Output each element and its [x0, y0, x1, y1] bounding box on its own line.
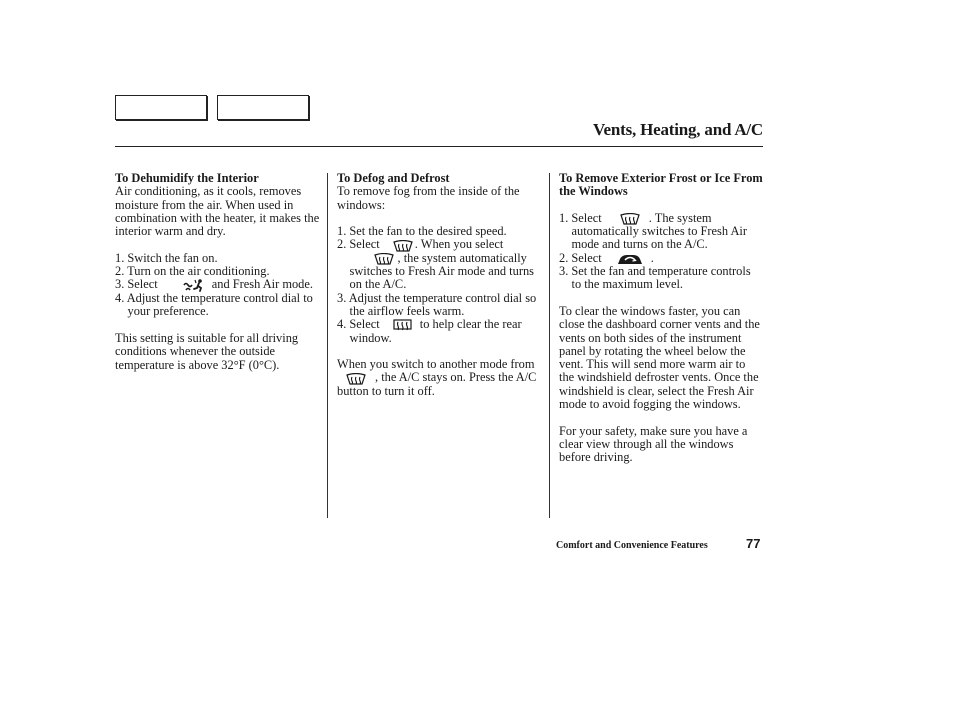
list-item: 3. Set the fan and temperature controls to the maximum level.	[559, 264, 751, 292]
list-item: 3. Adjust the temperature control dial so the airflow feels warm.	[337, 290, 537, 318]
step-text: , the system automatically switches to Fresh Air mode and turns on the A/C.	[349, 250, 534, 292]
nav-tab-box[interactable]	[217, 95, 309, 120]
step-text: 3. Select	[115, 277, 158, 292]
list-item	[337, 318, 543, 345]
nav-tab-box[interactable]	[115, 95, 207, 120]
section-intro: Air conditioning, as it cools, removes moisture from the air. When used in combination with the heater, it makes the interior warm and dry.	[115, 184, 320, 239]
step-text: 2. Select	[559, 250, 602, 265]
list-item	[559, 212, 763, 252]
steps-list	[115, 252, 320, 319]
footer-section-name: Comfort and Convenience Features	[556, 540, 708, 551]
list-item	[337, 238, 543, 291]
list-item: 1. Switch the fan on.	[115, 250, 218, 265]
list-item: 1. Set the fan to the desired speed.	[337, 224, 507, 239]
column-divider	[549, 173, 550, 518]
defog-defrost-section	[337, 172, 543, 398]
section-intro: To remove fog from the inside of the windows:	[337, 184, 520, 212]
section-heading: To Dehumidify the Interior	[115, 171, 259, 185]
dehumidify-section	[115, 172, 320, 372]
page-number: 77	[746, 536, 761, 551]
page-title: Vents, Heating, and A/C	[593, 120, 763, 139]
section-paragraph: To clear the windows faster, you can close the dashboard corner vents and the vents on both sides of the instrument panel by rotating the wheel below the vent. This will send more warm air to the windshield defroster vents. Once the windshield is clear, select the Fresh Air mode to avoid fogging the windows.	[559, 303, 760, 412]
note-text: When you switch to another mode from	[337, 357, 535, 372]
list-item	[115, 278, 320, 292]
step-text: .	[650, 250, 654, 265]
list-item	[559, 252, 763, 265]
section-heading: To Remove Exterior Frost or Ice From the Windows	[559, 171, 763, 199]
exterior-frost-section	[559, 172, 763, 465]
section-paragraph: For your safety, make sure you have a clear view through all the windows before driving.	[559, 423, 748, 465]
step-text: to help clear the rear window.	[349, 317, 522, 345]
title-divider	[115, 146, 763, 147]
section-note: This setting is suitable for all driving conditions whenever the outside temperature is above 32°F (0°C).	[115, 330, 299, 372]
list-item: 2. Turn on the air conditioning.	[115, 264, 270, 279]
list-item: 4. Adjust the temperature control dial to your preference.	[115, 291, 313, 319]
step-text: 4. Select	[337, 317, 380, 332]
section-note	[337, 358, 543, 398]
rear-window-defrost-icon	[393, 319, 412, 331]
step-text: 1. Select	[559, 210, 602, 225]
step-text: . When you select	[414, 237, 504, 252]
step-text: and Fresh Air mode.	[211, 277, 313, 292]
section-heading: To Defog and Defrost	[337, 171, 450, 185]
step-text: . The system automatically switches to Fresh Air mode and turns on the A/C.	[571, 210, 748, 252]
steps-list	[337, 225, 543, 345]
step-text: 2. Select	[337, 237, 380, 252]
column-divider	[327, 173, 328, 518]
note-text: , the A/C stays on. Press the A/C button to turn it off.	[337, 370, 537, 398]
steps-list	[559, 212, 763, 292]
